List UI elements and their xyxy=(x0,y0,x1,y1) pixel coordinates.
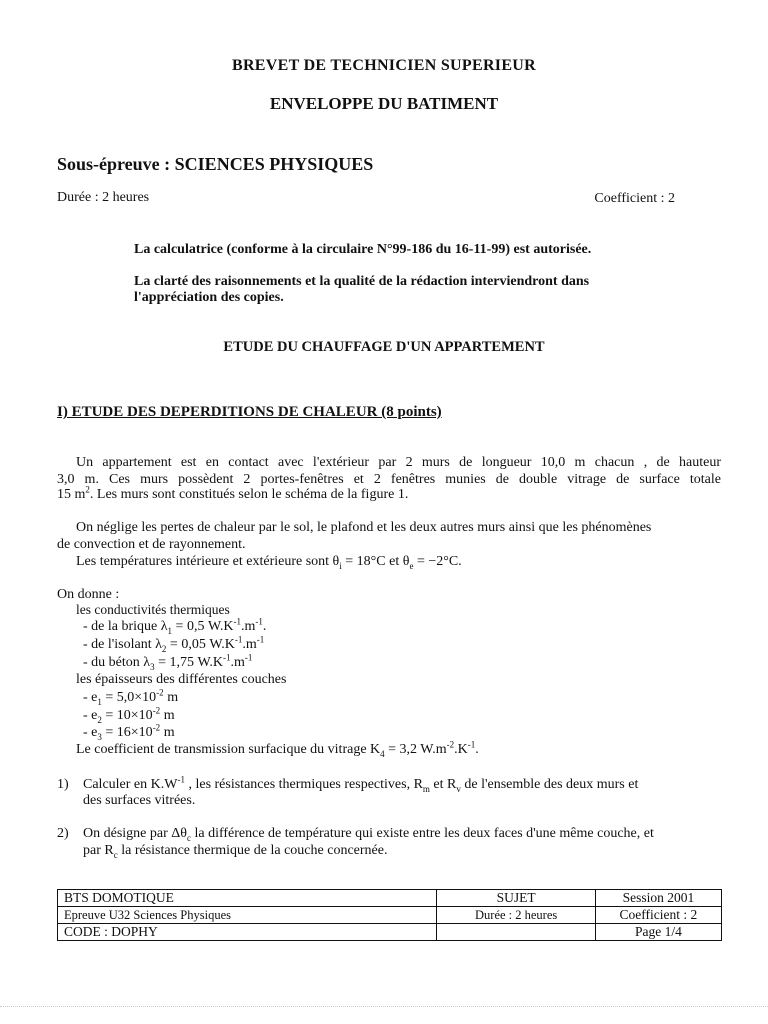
sujet-cell: SUJET xyxy=(437,890,595,907)
question-2-line1: On désigne par $\Delta\theta_c$ la différence de température qui existe entre les deux faces d'une même couche, et xyxy=(83,826,654,843)
duration-label: Durée : 2 heures xyxy=(57,190,150,205)
glazing-coefficient: Le coefficient de transmission surfacique du vitrage $K_4 = 3,2$ $W.m^{-2}.K^{-1}$. xyxy=(76,739,479,759)
clarity-notice-line1: La clarté des raisonnements et la qualité de la rédaction interviendront dans xyxy=(134,274,590,289)
thickness-e2: - $e_2 = 10\times 10^{-2}$ m xyxy=(83,705,175,725)
conductivities-label: les conductivités thermiques xyxy=(76,602,230,617)
section-heading: I) ETUDE DES DEPERDITIONS DE CHALEUR (8 points) xyxy=(57,404,442,420)
table-row xyxy=(58,890,722,907)
session-cell: Session 2001 xyxy=(595,890,721,907)
coefficient-label: Coefficient : 2 xyxy=(594,191,675,206)
paragraph-1-line1: Un appartement est en contact avec l'extérieur par 2 murs de longueur 10,0 m chacun , de hauteur xyxy=(76,455,721,470)
coefficient-cell: Coefficient : 2 xyxy=(595,907,721,924)
scan-artifact-divider xyxy=(0,1006,768,1008)
page-number-cell: Page 1/4 xyxy=(595,924,721,941)
exam-title: BREVET DE TECHNICIEN SUPERIEUR xyxy=(231,57,537,74)
lambda-2: - de l'isolant $\lambda_2 = 0,05$ $W.K^{-1}.m^{-1}$ xyxy=(83,634,265,654)
paragraph-2-line2: de convection et de rayonnement. xyxy=(57,537,246,552)
temperatures-line: Les températures intérieure et extérieure sont $\theta_i = 18^\circ C$ et $\theta_e = -2^\circ C$. xyxy=(76,554,462,571)
thickness-e1: - $e_1 = 5,0\times 10^{-2}$ m xyxy=(83,687,179,707)
study-title: ETUDE DU CHAUFFAGE D'UN APPARTEMENT xyxy=(223,339,545,355)
table-row xyxy=(58,907,722,924)
given-label: On donne : xyxy=(57,587,120,602)
footer-info-table xyxy=(57,889,722,941)
question-2-line2: par $R_c$ la résistance thermique de la couche concernée. xyxy=(83,843,388,860)
code-cell: CODE : DOPHY xyxy=(58,924,437,941)
question-2-number: 2) xyxy=(57,826,69,841)
question-1-number: 1) xyxy=(57,777,69,792)
thickness-label: les épaisseurs des différentes couches xyxy=(76,672,287,687)
thickness-e3: - $e_3 = 16\times 10^{-2}$ m xyxy=(83,722,175,742)
duration-cell: Durée : 2 heures xyxy=(437,907,595,924)
clarity-notice-line2: l'appréciation des copies. xyxy=(134,290,284,305)
empty-cell xyxy=(437,924,595,941)
table-row xyxy=(58,924,722,941)
exam-subject: ENVELOPPE DU BATIMENT xyxy=(269,94,499,113)
calculator-notice: La calculatrice (conforme à la circulaire N°99-186 du 16-11-99) est autorisée. xyxy=(134,242,592,257)
lambda-3: - du béton $\lambda_3 = 1,75$ $W.K^{-1}.m^{-1}$ xyxy=(83,652,253,672)
question-1-line1: Calculer en $K.W^{-1}$ , les résistances thermiques respectives, $R_m$ et $R_v$ de l'ensemble des deux murs et xyxy=(83,774,639,794)
paragraph-2-line1: On néglige les pertes de chaleur par le sol, le plafond et les deux autres murs ainsi que les phénomènes xyxy=(76,520,652,535)
lambda-1: - de la brique $\lambda_1 = 0,5$ $W.K^{-1}.m^{-1}$. xyxy=(83,616,267,636)
paragraph-1-line2: 3,0 m. Ces murs possèdent 2 portes-fenêtres et 2 fenêtres munies de double vitrage de surface totale xyxy=(57,472,721,487)
paragraph-1-line3: 15 $m^2$. Les murs sont constitués selon le schéma de la figure 1. xyxy=(57,484,409,502)
question-1-line2: des surfaces vitrées. xyxy=(83,793,196,808)
epreuve-cell: Epreuve U32 Sciences Physiques xyxy=(58,907,437,924)
sub-exam-title: Sous-épreuve : SCIENCES PHYSIQUES xyxy=(57,154,374,174)
bts-cell: BTS DOMOTIQUE xyxy=(58,890,437,907)
